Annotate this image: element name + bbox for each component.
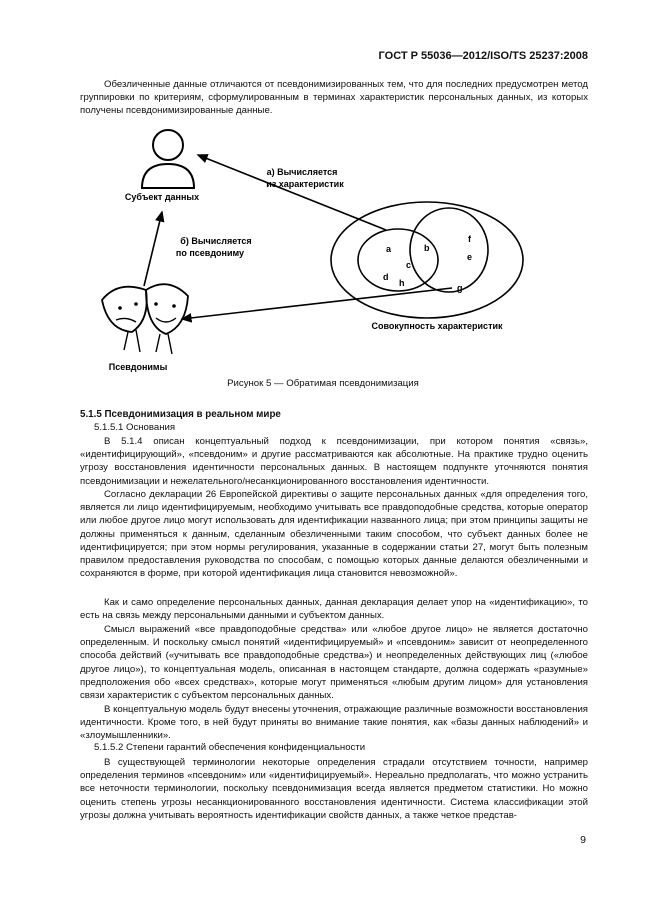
letter-a: a bbox=[386, 244, 392, 254]
section-title: 5.1.5 Псевдонимизация в реальном мире bbox=[80, 409, 281, 420]
attributes-label: Совокупность характеристик bbox=[371, 321, 503, 331]
letter-e: e bbox=[467, 252, 473, 262]
arrow-b-label-2: по псевдониму bbox=[175, 248, 245, 258]
paragraph-6: В существующей терминологии некоторые определения страдали отсутствием точности, например определения терминов «псевдоним» или «идентифицируемый». Нереально предполагать, что можно устранить все неточности терминологии, поскольку псевдонимизация всегда является предметом статистики. Но можно оценить степень угрозы несанкционированного восстановления идентичности. Система классификации этой угрозы должна учитывать вероятность идентификации свойств данных, а также четкое представ- bbox=[80, 757, 588, 821]
letter-f: f bbox=[468, 234, 471, 244]
paragraph-3: Как и само определение персональных данных, данная декларация делает упор на «идентификацию», то есть на связь между персональными данными и субъектом данных. bbox=[80, 597, 588, 622]
letter-h: h bbox=[399, 278, 405, 288]
pseudonyms-label: Псевдонимы bbox=[108, 362, 168, 372]
letter-d: d bbox=[383, 272, 389, 282]
arrow-a-label-2: из характеристик bbox=[266, 179, 344, 189]
subject-label: Субъект данных bbox=[124, 192, 200, 202]
paragraph-5: В концептуальную модель будут внесены уточнения, отражающие различные возможности восстановления идентичности. Кроме того, в ней будут приняты во внимание такие понятия, как «базы данных наблюдений» и «злоумышленники». bbox=[80, 704, 588, 742]
paragraph-2: Согласно декларации 26 Европейской директивы о защите персональных данных «для определения того, является ли лицо идентифицируемым, необходимо учитывать все правдоподобные средства, которые оператор или любое другое лицо могут использовать для идентификации названного лица; при этом принципы защиты не должны применяться к данным, сделанным обезличенными таким способом, что субъект данных более не идентифицируется; при этом нормы регулирования, указанные в содержании статьи 27, могут быть полезным правилом предоставления руководства по способам, с помощью которых данные делаются обезличенными и сохраняются в форме, при которой идентификация лица становится невозможной». bbox=[80, 489, 588, 580]
arrow-a-label-1: а) Вычисляется bbox=[266, 167, 338, 177]
figure-reversible-pseudonymization bbox=[0, 120, 646, 390]
paragraph-4: Смысл выражений «все правдоподобные средства» или «любое другое лицо» не является достаточно определенным. И поскольку смысл понятий «идентифицируемый» и «псевдоним» зависит от неопределенного способа действий («учитывать все правдоподобные средства») и неопределенных действующих лиц («любое другое лицо»), то концептуальная модель, описанная в настоящем стандарте, должна содержать «разумные» предположения обо «всех средствах», которые могут применяться «любым другим лицом» для установления связи характеристик с субъектом персональных данных. bbox=[80, 624, 588, 702]
page-number: 9 bbox=[580, 834, 586, 846]
subsection-1-title: 5.1.5.1 Основания bbox=[94, 422, 176, 433]
page-header: ГОСТ Р 55036—2012/ISO/TS 25237:2008 bbox=[378, 50, 588, 62]
arrow-b bbox=[144, 212, 162, 286]
letter-g: g bbox=[457, 283, 463, 293]
pseudonyms-masks-icon bbox=[102, 284, 188, 354]
subsection-2-title: 5.1.5.2 Степени гарантий обеспечения конфиденциальности bbox=[94, 742, 366, 753]
data-subject-icon bbox=[142, 130, 194, 188]
letter-b: b bbox=[424, 243, 430, 253]
arrow-b-label-1: б) Вычисляется bbox=[180, 236, 252, 246]
arrow-to-pseudonyms bbox=[182, 288, 452, 319]
paragraph-1: В 5.1.4 описан концептуальный подход к псевдонимизации, при котором понятия «связь», «идентифицирующий», «псевдоним» и другие рассматриваются как абсолютные. На практике трудно оценить угрозу восстановления идентичности персональных данных. В настоящем подпункте уточняются понятия псевдонимизации и нежелательного/несанкционированного восстановления идентичности. bbox=[80, 436, 588, 487]
letter-c: c bbox=[406, 260, 412, 270]
figure-caption: Рисунок 5 — Обратимая псевдонимизация bbox=[227, 378, 419, 389]
intro-paragraph: Обезличенные данные отличаются от псевдонимизированных тем, что для последних предусмотрен метод группировки по критериям, сформулированным в терминах характеристик персональных данных, из которых получены псевдонимизированные данные. bbox=[80, 79, 588, 117]
